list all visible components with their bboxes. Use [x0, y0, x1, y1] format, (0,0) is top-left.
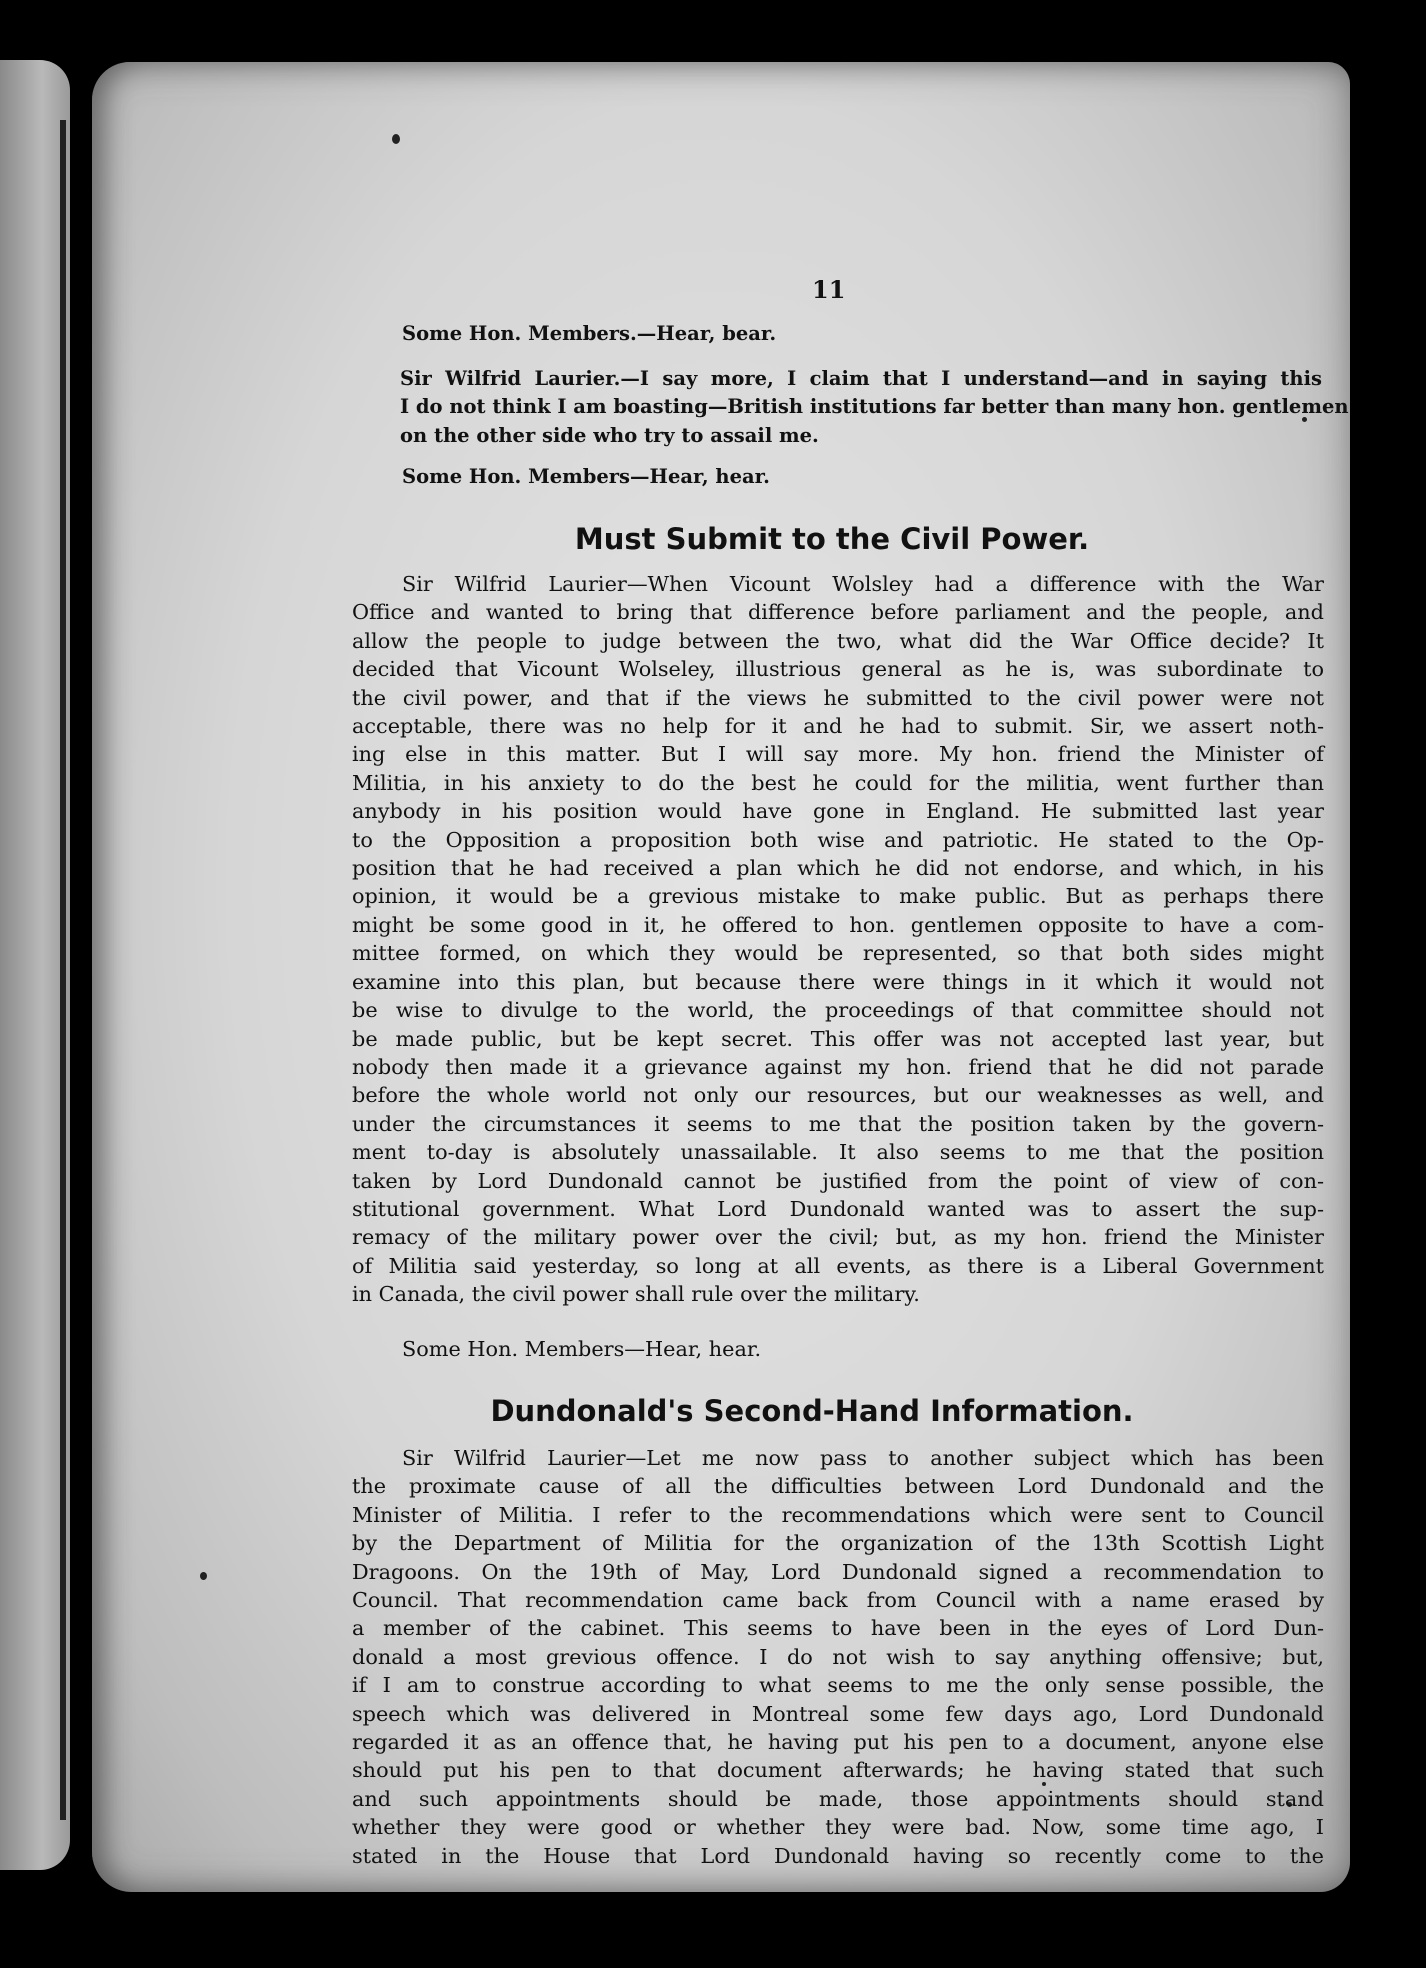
page-number: 11 [812, 275, 846, 304]
binding-shadow [60, 120, 66, 1820]
document-page [92, 62, 1350, 1892]
ink-speck [392, 134, 400, 144]
paragraph-laurier-claim: Sir Wilfrid Laurier.—I say more, I claim that I understand—and in saying this I do not think I am boasting—British institutions far better than many hon. gentlemen on the other side who try to assail me. [400, 367, 1349, 447]
heading-civil-power: Must Submit to the Civil Power. [574, 522, 1090, 556]
paragraph-hear-3: Some Hon. Members—Hear, hear. [402, 1337, 762, 1361]
ink-speck [200, 1572, 207, 1580]
paragraph-second-hand: Sir Wilfrid Laurier—Let me now pass to another subject which has been the proximate cause of all the difficulties between Lord Dundonald and the Minister of Militia. I refer to the recommendations which were sent to Council by the Department of Militia for the organization of the 13th Scottish Light Dragoons. On the 19th of May, Lord Dundonald signed a recommendation to Council. That recommendation came back from Council with a name erased by a member of the cabinet. This seems to have been in the eyes of Lord Dun- donald a most grevious offence. I do not wish to say anything offensive; but, if I am to construe according to what seems to me the only sense possible, the speech which was delivered in Montreal some few days ago, Lord Dundonald regarded it as an offence that, he having put his pen to a document, anyone else should put his pen to that document afterwards; he having stated that such and such appointments should be made, those appointments should stand whether they were good or whether they were bad. Now, some time ago, I stated in the House that Lord Dundonald having so recently come to the [352, 1446, 1324, 1868]
paragraph-civil-power: Sir Wilfrid Laurier—When Vicount Wolsley had a difference with the War Office and wanted to bring that difference before parliament and the people, and allow the people to judge between the two, what did the War Office decide? It decided that Vicount Wolseley, illustrious general as he is, was subordinate to the civil power, and that if the views he submitted to the civil power were not acceptable, there was no help for it and he had to submit. Sir, we assert noth- ing else in this matter. But I will say more. My hon. friend the Minister of Militia, in his anxiety to do the best he could for the militia, went further than anybody in his position would have gone in England. He submitted last year to the Opposition a proposition both wise and patriotic. He stated to the Op- position that he had received a plan which he did not endorse, and which, in his opinion, it would be a grevious mistake to make public. But as perhaps there might be some good in it, he offered to hon. gentlemen opposite to have a com- mittee formed, on which they would be represented, so that both sides might examine into this plan, but because there were things in it which it would not be wise to divulge to the world, the proceedings of that committee should not be made public, but be kept secret. This offer was not accepted last year, but nobody then made it a grievance against my hon. friend that he did not parade before the whole world not only our resources, but our weaknesses as well, and under the circumstances it seems to me that the position taken by the govern- ment to-day is absolutely unassailable. It also seems to me that the position taken by Lord Dundonald cannot be justified from the point of view of con- stitutional government. What Lord Dundonald wanted was to assert the sup- remacy of the military power over the civil; but, as my hon. friend the Minister of Militia said yesterday, so long at all events, as there is a Liberal Government in Canada, the civil power shall rule over the military. [352, 572, 1324, 1307]
heading-second-hand: Dundonald's Second-Hand Information. [490, 1394, 1134, 1428]
paragraph-hear-bold: Some Hon. Members.—Hear, bear. [402, 322, 777, 345]
paragraph-hear-bold-2: Some Hon. Members—Hear, hear. [402, 465, 770, 488]
